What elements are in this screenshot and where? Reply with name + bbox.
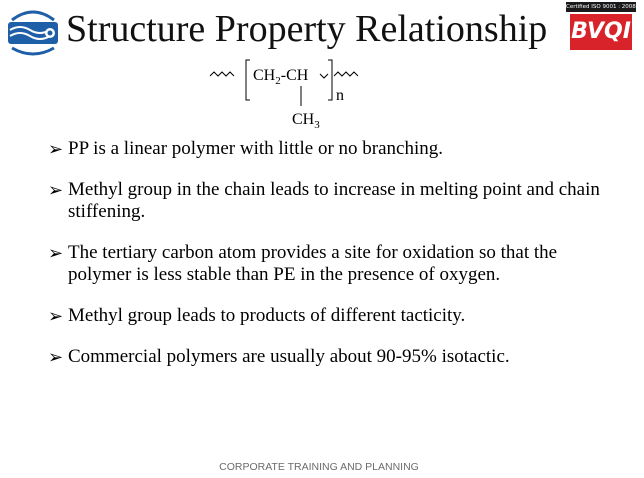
arrow-bullet-icon: ➢ [48, 139, 64, 159]
bullet-text: Methyl group in the chain leads to increase in melting point and chain stiffening. [68, 179, 600, 222]
bullet-text: Commercial polymers are usually about 90-95% isotactic. [68, 346, 510, 367]
bracket-left [246, 60, 250, 100]
bullet-item [48, 242, 608, 286]
ch3-label: CH [292, 111, 315, 128]
svg-text:CH2-CH [253, 67, 309, 87]
chain-bond-right [320, 74, 328, 78]
chain-end-left [210, 72, 234, 76]
chain-end-right [334, 72, 358, 76]
ch2-label: CH [253, 67, 276, 84]
arrow-bullet-icon: ➢ [48, 243, 64, 263]
bullet-text: The tertiary carbon atom provides a site for oxidation so that the polymer is less stable than PE in the presence of oxygen. [68, 242, 558, 285]
bullet-item [48, 179, 608, 223]
brand-logo: BVQI [570, 14, 632, 50]
arrow-bullet-icon: ➢ [48, 180, 64, 200]
company-logo [2, 4, 64, 60]
bullet-item [48, 346, 608, 368]
arrow-bullet-icon: ➢ [48, 306, 64, 326]
ch2-subscript: 2 [275, 75, 281, 87]
ch-label: CH [286, 67, 309, 84]
bullet-list [48, 132, 608, 368]
bullet-text: PP is a linear polymer with little or no branching. [68, 138, 444, 159]
bullet-item [48, 138, 608, 160]
arrow-bullet-icon: ➢ [48, 347, 64, 367]
bond-dash: - [280, 67, 287, 84]
bracket-right [328, 60, 332, 100]
certification-logo [566, 2, 644, 52]
ch3-subscript: 3 [314, 119, 320, 131]
footer-text: CORPORATE TRAINING AND PLANNING [219, 461, 419, 473]
certification-text: Certified ISO 9001 : 2008 by [566, 4, 644, 10]
slide-title: Structure Property Relationship [66, 8, 548, 50]
bullet-item [48, 305, 608, 327]
svg-text:CH3 [292, 111, 320, 131]
polymer-structure-diagram [208, 58, 368, 138]
bullet-text: Methyl group leads to products of different tacticity. [68, 305, 466, 326]
repeat-n-label: n [336, 87, 344, 104]
